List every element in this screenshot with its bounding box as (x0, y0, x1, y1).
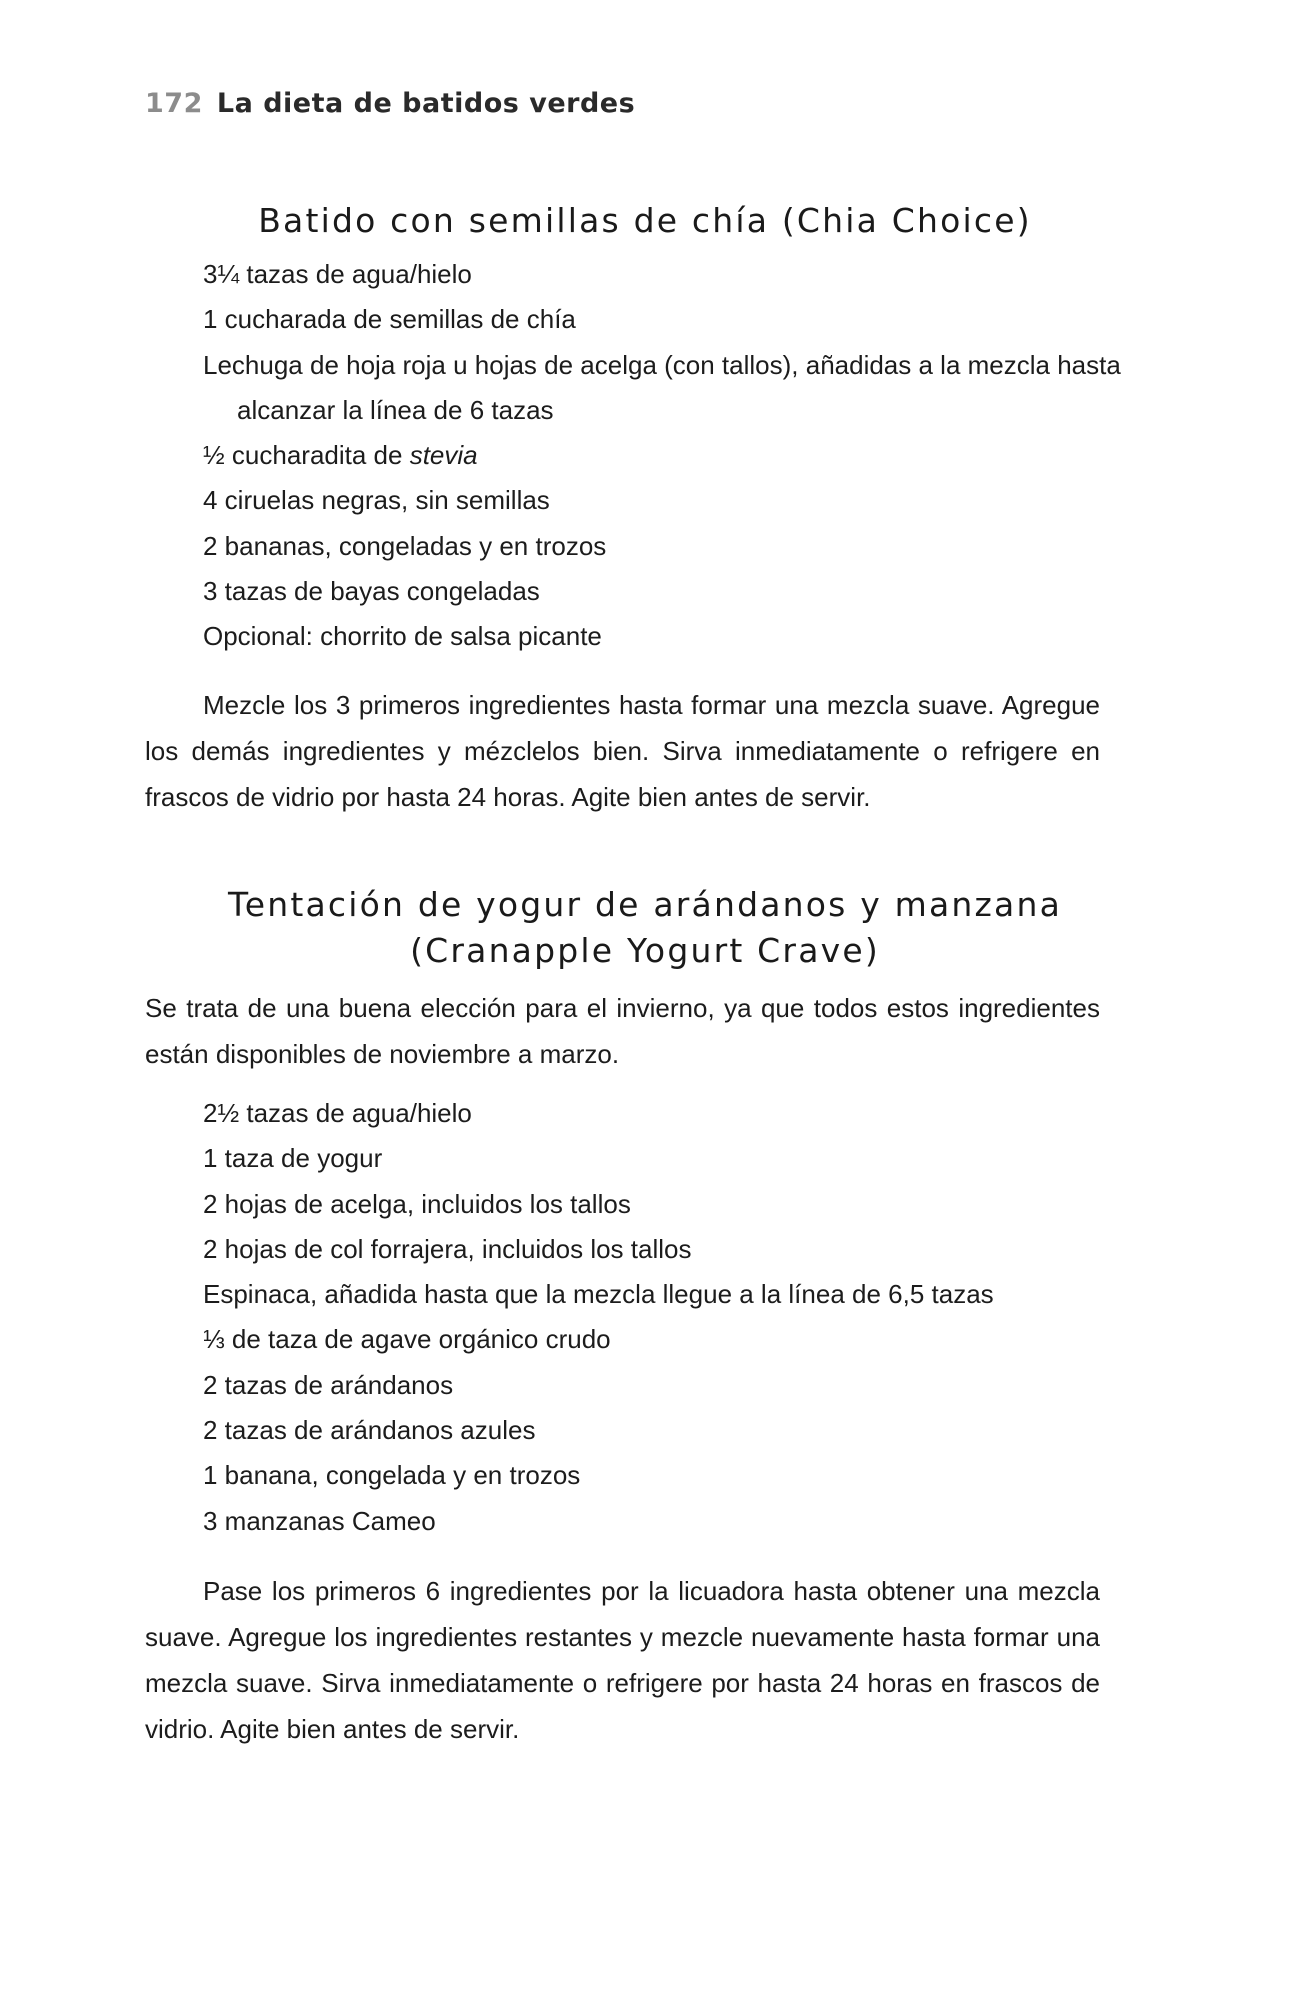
method-paragraph-chia-choice: Mezcle los 3 primeros ingredientes hasta formar una mezcla suave. Agregue los demás ingredientes y mézclelos bien. Sirva inmediatamente o refrigere en frascos de vidrio por hasta 24 horas. Agite bien antes de servir. (145, 690, 1100, 812)
ingredient-item: 2 tazas de arándanos (203, 1369, 454, 1400)
ingredient-item: 4 ciruelas negras, sin semillas (203, 485, 550, 516)
ingredient-item: 1 taza de yogur (203, 1143, 383, 1174)
page-number: 172 (145, 88, 203, 119)
ingredient-list-cranapple (203, 1091, 1123, 1544)
ingredient-italic-term: stevia (409, 440, 478, 471)
ingredient-item: 2 bananas, congeladas y en trozos (203, 530, 607, 561)
ingredient-item: 3¼ tazas de agua/hielo (203, 259, 472, 289)
ingredient-item: Espinaca, añadida hasta que la mezcla llegue a la línea de 6,5 tazas (203, 1279, 994, 1310)
ingredient-item (203, 433, 1123, 478)
running-head (145, 88, 635, 119)
ingredient-text: ½ cucharadita de (203, 440, 403, 471)
recipe-title-chia-choice (145, 198, 1145, 244)
intro-paragraph-cranapple: Se trata de una buena elección para el invierno, ya que todos estos ingredientes están disponibles de noviembre a marzo. (145, 993, 1100, 1069)
ingredient-item: Lechuga de hoja roja u hojas de acelga (con tallos), añadidas a la mezcla hasta alcanzar la línea de 6 tazas (203, 349, 1121, 425)
ingredient-item: 3 manzanas Cameo (203, 1505, 436, 1536)
ingredient-item: ⅓ de taza de agave orgánico crudo (203, 1324, 611, 1355)
ingredient-item: 2 hojas de acelga, incluidos los tallos (203, 1188, 631, 1219)
recipe-title-line: Tentación de yogur de arándanos y manzana (227, 885, 1063, 924)
ingredient-item: 1 cucharada de semillas de chía (203, 304, 576, 335)
ingredient-item: 2½ tazas de agua/hielo (203, 1098, 472, 1128)
ingredient-item: 1 banana, congelada y en trozos (203, 1460, 581, 1491)
ingredient-item: 2 tazas de arándanos azules (203, 1415, 536, 1446)
ingredient-item: 2 hojas de col forrajera, incluidos los tallos (203, 1233, 692, 1264)
book-title: La dieta de batidos verdes (216, 88, 636, 119)
recipe-title-line: Batido con semillas de chía (Chia Choice) (258, 201, 1032, 240)
ingredient-item: 3 tazas de bayas congeladas (203, 576, 540, 607)
ingredient-item: Opcional: chorrito de salsa picante (203, 621, 602, 652)
method-paragraph-cranapple: Pase los primeros 6 ingredientes por la licuadora hasta obtener una mezcla suave. Agregue los ingredientes restantes y mezcle nuevamente hasta formar una mezcla suave. Sirva inmediatamente o refrigere por hasta 24 horas en frascos de vidrio. Agite bien antes de servir. (145, 1576, 1100, 1744)
recipe-title-line: (Cranapple Yogurt Crave) (410, 931, 880, 970)
ingredient-list-chia-choice (203, 252, 1123, 660)
recipe-title-cranapple-yogurt-crave (145, 882, 1145, 974)
